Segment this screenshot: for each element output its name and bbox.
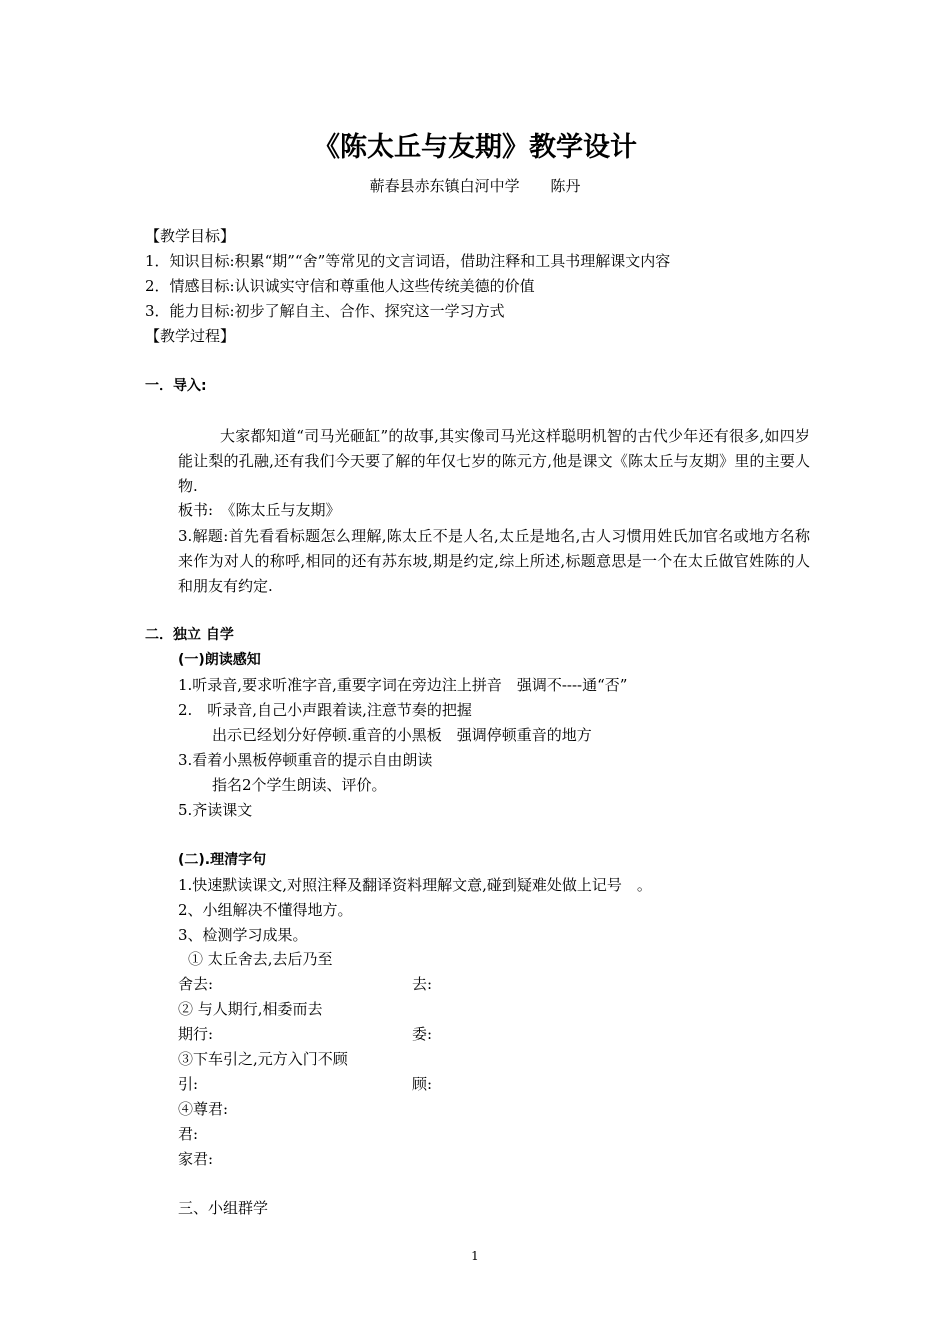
intro-paragraph: 大家都知道“司马光砸缸”的故事,其实像司马光这样聪明机智的古代少年还有很多,如四岁能让梨的孔融,还有我们今天要了解的年仅七岁的陈元方,他是课文《陈太丘与友期》里的主要人物. [178,427,810,495]
exercise-word: 家君: [178,1150,214,1168]
exercise-sentence: ④尊君: [178,1100,229,1118]
subsection-heading-sentences: (二).理清字句 [178,852,267,868]
exercise-sentence: ③下车引之,元方入门不顾 [178,1050,348,1068]
exercise-word: 引: [178,1075,199,1093]
author-line: 蕲春县赤东镇白河中学 陈丹 [369,177,581,195]
exercise-word: 去: [412,975,433,993]
exercise-word: 君: [178,1125,199,1143]
subsection-heading-reading: (一)朗读感知 [178,652,261,668]
section-heading-self-study: 二．独立 自学 [145,627,234,643]
exercise-word: 委: [412,1025,433,1043]
list-item: 指名2个学生朗读、评价。 [212,776,387,794]
title-explanation: 3.解题:首先看看标题怎么理解,陈太丘不是人名,太丘是地名,古人习惯用姓氏加官名或地方名称来作为对人的称呼,相同的还有苏东坡,期是约定,综上所述,标题意思是一个在太丘做官姓陈的人和朋友有约定. [178,527,810,595]
document-title: 《陈太丘与友期》教学设计 [313,132,637,163]
objective-item: 3．能力目标:初步了解自主、合作、探究这一学习方式 [145,302,505,320]
exercise-sentence: ② 与人期行,相委而去 [178,1000,323,1018]
page-number: 1 [471,1249,479,1263]
list-item: 出示已经划分好停顿.重音的小黑板 强调停顿重音的地方 [212,726,592,744]
list-item: 1.听录音,要求听准字音,重要字词在旁边注上拼音 强调不----通“否” [178,676,628,694]
exercise-word: 顾: [412,1075,433,1093]
process-heading: 【教学过程】 [145,327,236,345]
list-item: 1.快速默读课文,对照注释及翻译资料理解文意,碰到疑难处做上记号 。 [178,876,652,894]
exercise-word: 舍去: [178,975,214,993]
exercise-sentence: ① 太丘舍去,去后乃至 [188,950,333,968]
board-writing: 板书: 《陈太丘与友期》 [178,501,341,519]
list-item: 5.齐读课文 [178,801,253,819]
list-item: 2、小组解决不懂得地方。 [178,901,353,919]
objective-item: 1．知识目标:积累“期”“舍”等常见的文言词语，借助注释和工具书理解课文内容 [145,252,671,270]
list-item: 3、检测学习成果。 [178,926,308,944]
list-item: 2. 听录音,自己小声跟着读,注意节奏的把握 [178,701,472,719]
list-item: 3.看着小黑板停顿重音的提示自由朗读 [178,751,433,769]
objective-item: 2．情感目标:认识诚实守信和尊重他人这些传统美德的价值 [145,277,535,295]
objectives-heading: 【教学目标】 [145,227,236,245]
section-heading-intro: 一．导入: [145,378,207,394]
exercise-word: 期行: [178,1025,214,1043]
section-heading-group-study: 三、小组群学 [178,1199,269,1217]
